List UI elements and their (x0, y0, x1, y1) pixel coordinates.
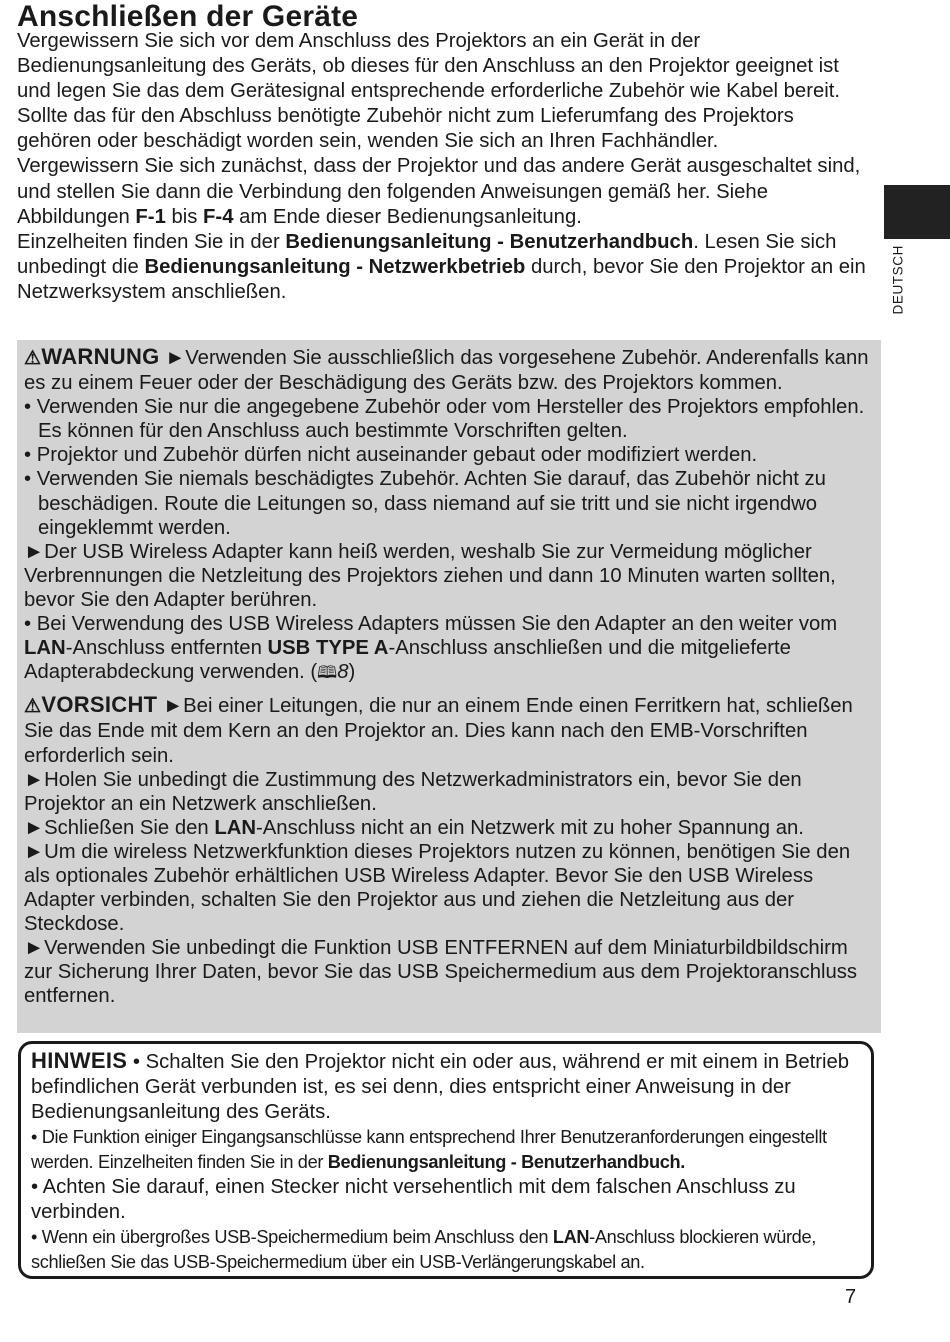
warning-paragraph (24, 345, 874, 395)
warning-text: ►Verwenden Sie ausschließlich das vorgesehene Zubehör. Anderenfalls kann es zu einem Feuer oder der Beschädigung des Geräts bzw. des Projektors kommen. (24, 347, 869, 395)
language-tab-marker (884, 185, 950, 239)
warning-text-span: -Anschluss entfernten (65, 637, 268, 660)
book-icon: 🕮 (317, 663, 338, 683)
intro-paragraph-1: Vergewissern Sie sich vor dem Anschluss des Projektors an ein Gerät in der Bedienungsanleitung des Geräts, ob dieses für den Anschluss an den Projektor geeignet ist und legen Sie das dem Gerätesignal entsprechende erforderliche Zubehör wie Kabel bereit. Sollte das für den Abschluss benötigte Zubehör nicht zum Lieferumfang des Projektors gehören oder beschädigt worden sein, wenden Sie sich an Ihren Fachhändler. (17, 30, 841, 153)
usb-port-label: USB TYPE A (267, 637, 389, 660)
intro-text-span: bis (165, 205, 204, 228)
caution-paragraph (24, 693, 874, 767)
lan-port-label: LAN (552, 1227, 590, 1247)
safety-box (17, 340, 881, 1033)
warning-text-span: -Anschluss anschließen und die mitgelieferte Adapterabdeckung verwenden. ( (24, 637, 791, 684)
warning-heading (24, 344, 160, 369)
note-text: • Schalten Sie den Projektor nicht ein oder aus, während er mit einem in Betrieb befindlichen Gerät verbunden ist, es sei denn, dies entspricht einer Anweisung in der Bedienungsanleitung des Geräts. (31, 1051, 850, 1123)
note-heading: HINWEIS (31, 1048, 128, 1073)
note-text-span: • Die Funktion einiger Eingangsanschlüsse kann entsprechend Ihrer Benutzeranforderungen eingestellt werden. Einzelheiten finden Sie in der (31, 1127, 827, 1172)
warning-bullet: • Projektor und Zubehör dürfen nicht auseinander gebaut oder modifiziert werden. (24, 444, 758, 467)
warning-triangle-icon: ⚠ (24, 696, 42, 718)
note-text: • Achten Sie darauf, einen Stecker nicht versehentlich mit dem falschen Anschluss zu verbinden. (31, 1176, 796, 1223)
caution-text (24, 816, 874, 840)
caution-text: ►Um die wireless Netzwerkfunktion dieses Projektors nutzen zu können, benötigen Sie den als optionales Zubehör erhältlichen USB Wireless Adapter. Bevor Sie den USB Wireless Adapter verbinden, schalten Sie den Projektor aus und ziehen die Netzleitung aus der Steckdose. (24, 840, 851, 936)
intro-text-span: Einzelheiten finden Sie in der (17, 230, 286, 253)
manual-ref-user-guide: Bedienungsanleitung - Benutzerhandbuch (285, 230, 694, 253)
warning-text-span: • Bei Verwendung des USB Wireless Adapters müssen Sie den Adapter an den weiter vom (24, 613, 838, 636)
note-text (31, 1125, 866, 1175)
warning-text-span: ) (348, 661, 356, 684)
caution-text: ►Verwenden Sie unbedingt die Funktion USB ENTFERNEN auf dem Miniaturbildbildschirm zur Sicherung Ihrer Daten, bevor Sie das USB Speichermedium aus dem Projektoranschluss entfernen. (24, 937, 858, 1008)
intro-paragraph-3 (17, 230, 872, 305)
caution-text: ►Holen Sie unbedingt die Zustimmung des Netzwerkadministrators ein, bevor Sie den Projektor an ein Netzwerk anschließen. (24, 768, 802, 815)
warning-text (24, 612, 874, 685)
intro-text-span: durch, bevor Sie den Projektor an ein Netzwerksystem anschließen. (17, 255, 866, 303)
figure-ref-f4: F-4 (203, 205, 234, 228)
page-number: 7 (845, 1286, 857, 1308)
caution-text: ►Bei einer Leitungen, die nur an einem Ende einen Ferritkern hat, schließen Sie das Ende mit dem Kern an den Projektor an. Dies kann nach den EMB-Vorschriften erforderlich sein. (24, 695, 853, 767)
note-paragraph (31, 1048, 866, 1125)
warning-bullet: • Verwenden Sie nur die angegebene Zubehör oder vom Hersteller des Projektors empfohlen. Es können für den Anschluss auch bestimmte Vorschriften gelten. (24, 396, 865, 443)
intro-paragraph-2 (17, 154, 872, 229)
intro-text-span: . Lesen Sie sich unbedingt die (17, 230, 837, 278)
lan-port-label: LAN (24, 637, 66, 660)
page-title: Anschließen der Geräte (17, 0, 359, 33)
note-text-span: -Anschluss blockieren würde, schließen Sie das USB-Speichermedium über ein USB-Verlängerungskabel an. (31, 1227, 816, 1272)
warning-text: ►Der USB Wireless Adapter kann heiß werden, weshalb Sie zur Vermeidung möglicher Verbrennungen die Netzleitung des Projektors ziehen und dann 10 Minuten warten sollten, bevor Sie den Adapter berühren. (24, 540, 836, 611)
figure-ref-f1: F-1 (135, 205, 166, 228)
intro-text-span: am Ende dieser Bedienungsanleitung. (233, 205, 582, 228)
note-box (18, 1041, 874, 1279)
warning-heading-text: WARNUNG (41, 344, 160, 369)
lan-port-label: LAN (214, 816, 257, 839)
note-text (31, 1225, 866, 1275)
caution-heading (24, 692, 157, 717)
manual-ref-user-guide: Bedienungsanleitung - Benutzerhandbuch. (327, 1152, 685, 1172)
language-tab-label: DEUTSCH (890, 245, 906, 315)
warning-bullet: • Verwenden Sie niemals beschädigtes Zubehör. Achten Sie darauf, das Zubehör nicht zu beschädigen. Route die Leitungen so, dass niemand auf sie tritt und sie nicht irgendwo eingeklemmt werden. (24, 468, 826, 539)
caution-text-span: ►Schließen Sie den (24, 816, 215, 839)
caution-text-span: -Anschluss nicht an ein Netzwerk mit zu hoher Spannung an. (256, 816, 804, 839)
warning-triangle-icon: ⚠ (24, 348, 42, 369)
manual-ref-network-guide: Bedienungsanleitung - Netzwerkbetrieb (144, 255, 526, 278)
caution-heading-text: VORSICHT (41, 692, 158, 718)
intro-text-span: Vergewissern Sie sich zunächst, dass der Projektor und das andere Gerät ausgeschaltet sind, und stellen Sie dann die Verbindung den folgenden Anweisungen gemäß her. Siehe Abbildungen (17, 155, 861, 228)
intro-text (17, 29, 872, 305)
note-text-span: • Wenn ein übergroßes USB-Speichermedium beim Anschluss den (31, 1227, 553, 1247)
page-reference: 8 (337, 661, 349, 684)
